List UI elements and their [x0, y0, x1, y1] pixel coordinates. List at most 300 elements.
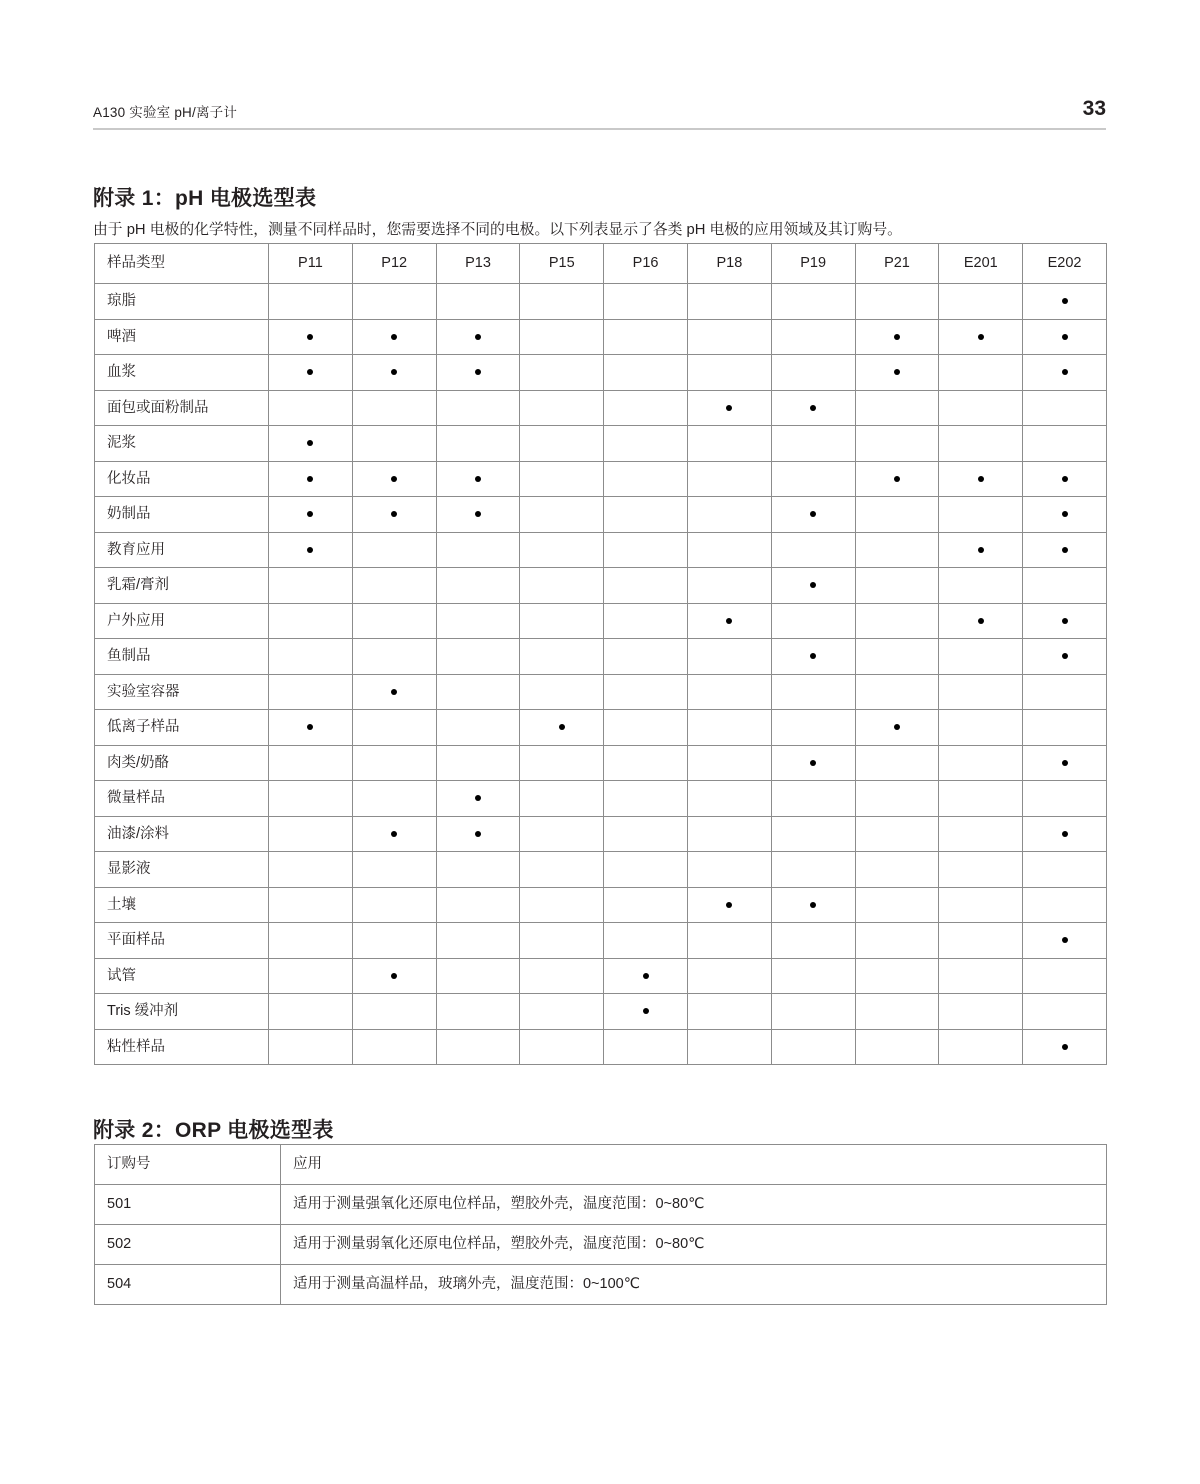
bullet-dot-icon — [1062, 511, 1068, 517]
ph-mark-cell-empty — [269, 852, 353, 888]
orp-order-number-cell: 502 — [95, 1225, 281, 1265]
bullet-dot-icon — [1062, 937, 1068, 943]
bullet-dot-icon — [1062, 653, 1068, 659]
bullet-dot-icon — [978, 618, 984, 624]
ph-mark-cell-empty — [352, 284, 436, 320]
ph-sample-type-cell: 低离子样品 — [95, 710, 269, 746]
orp-application-cell: 适用于测量强氧化还原电位样品，塑胶外壳，温度范围：0~80℃ — [281, 1185, 1107, 1225]
ph-table-row — [95, 390, 1107, 426]
bullet-dot-icon — [978, 547, 984, 553]
ph-mark-cell-filled — [436, 816, 520, 852]
bullet-dot-icon — [1062, 618, 1068, 624]
ph-mark-cell-empty — [687, 532, 771, 568]
ph-mark-cell-empty — [352, 532, 436, 568]
ph-table-head — [95, 244, 1107, 284]
ph-mark-cell-empty — [604, 568, 688, 604]
ph-mark-cell-empty — [436, 994, 520, 1030]
ph-col-header-p13: P13 — [436, 244, 520, 284]
ph-table-row — [95, 284, 1107, 320]
ph-mark-cell-empty — [939, 568, 1023, 604]
ph-mark-cell-empty — [855, 923, 939, 959]
ph-mark-cell-empty — [520, 852, 604, 888]
ph-sample-type-cell: 鱼制品 — [95, 639, 269, 675]
ph-mark-cell-filled — [269, 319, 353, 355]
ph-mark-cell-filled — [687, 390, 771, 426]
ph-mark-cell-empty — [939, 710, 1023, 746]
ph-table-row — [95, 745, 1107, 781]
ph-mark-cell-empty — [771, 284, 855, 320]
ph-mark-cell-empty — [269, 674, 353, 710]
ph-mark-cell-empty — [1023, 852, 1107, 888]
ph-col-header-p19: P19 — [771, 244, 855, 284]
ph-mark-cell-empty — [687, 958, 771, 994]
ph-mark-cell-empty — [855, 887, 939, 923]
ph-mark-cell-empty — [855, 639, 939, 675]
ph-mark-cell-empty — [1023, 674, 1107, 710]
ph-table-header-row — [95, 244, 1107, 284]
bullet-dot-icon — [1062, 298, 1068, 304]
ph-sample-type-cell: 试管 — [95, 958, 269, 994]
ph-mark-cell-empty — [436, 852, 520, 888]
ph-mark-cell-empty — [855, 745, 939, 781]
ph-table-row — [95, 426, 1107, 462]
bullet-dot-icon — [1062, 334, 1068, 340]
ph-mark-cell-filled — [771, 745, 855, 781]
bullet-dot-icon — [391, 973, 397, 979]
ph-mark-cell-empty — [939, 390, 1023, 426]
ph-mark-cell-empty — [855, 1029, 939, 1065]
ph-mark-cell-empty — [269, 816, 353, 852]
ph-mark-cell-empty — [1023, 958, 1107, 994]
ph-table-row — [95, 532, 1107, 568]
ph-mark-cell-empty — [604, 461, 688, 497]
ph-mark-cell-empty — [520, 816, 604, 852]
bullet-dot-icon — [1062, 1044, 1068, 1050]
ph-mark-cell-empty — [269, 923, 353, 959]
ph-mark-cell-empty — [436, 532, 520, 568]
ph-mark-cell-empty — [939, 781, 1023, 817]
ph-sample-type-cell: 啤酒 — [95, 319, 269, 355]
ph-mark-cell-empty — [939, 284, 1023, 320]
ph-mark-cell-empty — [939, 994, 1023, 1030]
ph-mark-cell-empty — [604, 887, 688, 923]
ph-mark-cell-empty — [604, 781, 688, 817]
ph-mark-cell-filled — [687, 603, 771, 639]
ph-mark-cell-empty — [604, 603, 688, 639]
ph-col-header-p18: P18 — [687, 244, 771, 284]
ph-sample-type-cell: 户外应用 — [95, 603, 269, 639]
ph-mark-cell-empty — [436, 639, 520, 675]
ph-table-row — [95, 674, 1107, 710]
ph-mark-cell-empty — [269, 603, 353, 639]
ph-mark-cell-empty — [771, 426, 855, 462]
ph-table-row — [95, 816, 1107, 852]
ph-mark-cell-empty — [604, 284, 688, 320]
bullet-dot-icon — [307, 334, 313, 340]
ph-table-row — [95, 355, 1107, 391]
orp-application-cell: 适用于测量弱氧化还原电位样品，塑胶外壳，温度范围：0~80℃ — [281, 1225, 1107, 1265]
ph-sample-type-cell: 微量样品 — [95, 781, 269, 817]
ph-mark-cell-empty — [436, 426, 520, 462]
ph-mark-cell-empty — [604, 355, 688, 391]
ph-mark-cell-filled — [1023, 745, 1107, 781]
ph-table-row — [95, 461, 1107, 497]
ph-mark-cell-filled — [1023, 497, 1107, 533]
ph-mark-cell-empty — [1023, 426, 1107, 462]
bullet-dot-icon — [810, 902, 816, 908]
ph-mark-cell-empty — [771, 710, 855, 746]
ph-mark-cell-empty — [269, 958, 353, 994]
document-title: A130 实验室 pH/离子计 — [93, 104, 238, 120]
ph-mark-cell-filled — [939, 461, 1023, 497]
ph-mark-cell-empty — [687, 426, 771, 462]
bullet-dot-icon — [475, 369, 481, 375]
ph-mark-cell-empty — [436, 603, 520, 639]
ph-mark-cell-filled — [687, 887, 771, 923]
bullet-dot-icon — [475, 476, 481, 482]
ph-table-row — [95, 852, 1107, 888]
ph-mark-cell-empty — [855, 958, 939, 994]
ph-mark-cell-empty — [269, 781, 353, 817]
ph-sample-type-cell: 琼脂 — [95, 284, 269, 320]
ph-mark-cell-empty — [520, 887, 604, 923]
ph-mark-cell-filled — [436, 461, 520, 497]
header-divider — [93, 128, 1106, 130]
ph-mark-cell-empty — [855, 816, 939, 852]
ph-mark-cell-empty — [1023, 887, 1107, 923]
ph-mark-cell-empty — [436, 958, 520, 994]
ph-mark-cell-filled — [269, 355, 353, 391]
ph-mark-cell-empty — [1023, 568, 1107, 604]
ph-mark-cell-empty — [436, 887, 520, 923]
orp-col-header-application: 应用 — [281, 1145, 1107, 1185]
bullet-dot-icon — [894, 476, 900, 482]
ph-mark-cell-empty — [436, 568, 520, 604]
appendix1-heading: 附录 1：pH 电极选型表 — [93, 187, 317, 211]
ph-col-header-p21: P21 — [855, 244, 939, 284]
ph-mark-cell-filled — [855, 710, 939, 746]
ph-table-row — [95, 958, 1107, 994]
ph-mark-cell-empty — [687, 816, 771, 852]
bullet-dot-icon — [307, 511, 313, 517]
bullet-dot-icon — [1062, 760, 1068, 766]
ph-mark-cell-empty — [520, 674, 604, 710]
ph-mark-cell-filled — [1023, 461, 1107, 497]
ph-mark-cell-empty — [855, 852, 939, 888]
ph-mark-cell-empty — [687, 923, 771, 959]
ph-mark-cell-filled — [269, 532, 353, 568]
ph-mark-cell-empty — [771, 994, 855, 1030]
ph-table-row — [95, 923, 1107, 959]
ph-mark-cell-empty — [352, 568, 436, 604]
ph-mark-cell-filled — [352, 355, 436, 391]
ph-mark-cell-empty — [855, 568, 939, 604]
ph-mark-cell-empty — [687, 355, 771, 391]
ph-mark-cell-filled — [771, 568, 855, 604]
ph-mark-cell-empty — [939, 887, 1023, 923]
ph-sample-type-cell: 乳霜/膏剂 — [95, 568, 269, 604]
ph-table-row — [95, 781, 1107, 817]
ph-mark-cell-empty — [939, 745, 1023, 781]
ph-mark-cell-filled — [436, 319, 520, 355]
ph-mark-cell-empty — [352, 603, 436, 639]
orp-order-number-cell: 504 — [95, 1265, 281, 1305]
ph-mark-cell-empty — [604, 1029, 688, 1065]
ph-mark-cell-empty — [520, 745, 604, 781]
ph-mark-cell-empty — [520, 781, 604, 817]
ph-mark-cell-empty — [352, 781, 436, 817]
bullet-dot-icon — [475, 511, 481, 517]
bullet-dot-icon — [1062, 369, 1068, 375]
ph-mark-cell-empty — [604, 390, 688, 426]
ph-mark-cell-empty — [939, 355, 1023, 391]
ph-table-row — [95, 710, 1107, 746]
ph-mark-cell-empty — [687, 781, 771, 817]
ph-mark-cell-empty — [855, 497, 939, 533]
orp-table-body — [95, 1185, 1107, 1305]
ph-mark-cell-empty — [687, 497, 771, 533]
ph-mark-cell-filled — [771, 887, 855, 923]
ph-sample-type-cell: 粘性样品 — [95, 1029, 269, 1065]
ph-mark-cell-empty — [604, 852, 688, 888]
ph-table-row — [95, 887, 1107, 923]
ph-mark-cell-empty — [604, 816, 688, 852]
ph-mark-cell-empty — [436, 745, 520, 781]
orp-table-row — [95, 1265, 1107, 1305]
ph-sample-type-cell: 土壤 — [95, 887, 269, 923]
ph-mark-cell-empty — [687, 674, 771, 710]
ph-mark-cell-filled — [436, 781, 520, 817]
ph-mark-cell-empty — [687, 639, 771, 675]
ph-mark-cell-filled — [520, 710, 604, 746]
orp-application-cell: 适用于测量高温样品，玻璃外壳，温度范围：0~100℃ — [281, 1265, 1107, 1305]
ph-col-header-e201: E201 — [939, 244, 1023, 284]
ph-electrode-selection-table — [94, 243, 1107, 1065]
ph-mark-cell-empty — [771, 603, 855, 639]
ph-mark-cell-empty — [269, 994, 353, 1030]
ph-mark-cell-filled — [939, 532, 1023, 568]
ph-col-header-p12: P12 — [352, 244, 436, 284]
ph-sample-type-cell: 实验室容器 — [95, 674, 269, 710]
orp-table-row — [95, 1225, 1107, 1265]
ph-mark-cell-empty — [687, 1029, 771, 1065]
ph-mark-cell-empty — [520, 461, 604, 497]
ph-mark-cell-filled — [269, 426, 353, 462]
orp-electrode-selection-table — [94, 1144, 1107, 1305]
ph-mark-cell-filled — [1023, 284, 1107, 320]
ph-mark-cell-empty — [1023, 994, 1107, 1030]
ph-mark-cell-filled — [604, 994, 688, 1030]
ph-mark-cell-filled — [269, 497, 353, 533]
bullet-dot-icon — [475, 795, 481, 801]
bullet-dot-icon — [894, 334, 900, 340]
ph-mark-cell-empty — [855, 994, 939, 1030]
ph-table-row — [95, 603, 1107, 639]
ph-mark-cell-empty — [269, 568, 353, 604]
ph-mark-cell-empty — [1023, 781, 1107, 817]
ph-mark-cell-empty — [771, 461, 855, 497]
ph-mark-cell-filled — [352, 319, 436, 355]
ph-mark-cell-empty — [771, 1029, 855, 1065]
ph-mark-cell-empty — [604, 426, 688, 462]
ph-mark-cell-empty — [771, 852, 855, 888]
ph-mark-cell-empty — [352, 923, 436, 959]
ph-mark-cell-empty — [855, 390, 939, 426]
bullet-dot-icon — [307, 724, 313, 730]
ph-mark-cell-empty — [436, 674, 520, 710]
orp-table-header-row — [95, 1145, 1107, 1185]
ph-mark-cell-empty — [436, 1029, 520, 1065]
ph-mark-cell-empty — [687, 319, 771, 355]
bullet-dot-icon — [894, 369, 900, 375]
ph-mark-cell-empty — [604, 497, 688, 533]
ph-mark-cell-filled — [855, 319, 939, 355]
ph-mark-cell-filled — [269, 710, 353, 746]
ph-sample-type-cell: 奶制品 — [95, 497, 269, 533]
bullet-dot-icon — [1062, 476, 1068, 482]
ph-mark-cell-filled — [352, 816, 436, 852]
ph-mark-cell-empty — [939, 852, 1023, 888]
ph-mark-cell-empty — [771, 355, 855, 391]
ph-mark-cell-filled — [1023, 319, 1107, 355]
ph-mark-cell-empty — [855, 781, 939, 817]
ph-mark-cell-filled — [855, 355, 939, 391]
ph-mark-cell-empty — [687, 284, 771, 320]
page-header — [93, 98, 1106, 119]
orp-order-number-cell: 501 — [95, 1185, 281, 1225]
ph-table-body — [95, 284, 1107, 1065]
orp-table-row — [95, 1185, 1107, 1225]
ph-mark-cell-empty — [520, 994, 604, 1030]
ph-mark-cell-empty — [604, 532, 688, 568]
ph-mark-cell-empty — [855, 532, 939, 568]
ph-sample-type-cell: 泥浆 — [95, 426, 269, 462]
ph-table-row — [95, 1029, 1107, 1065]
ph-mark-cell-filled — [352, 461, 436, 497]
ph-mark-cell-empty — [771, 319, 855, 355]
bullet-dot-icon — [726, 618, 732, 624]
bullet-dot-icon — [307, 547, 313, 553]
ph-mark-cell-empty — [352, 852, 436, 888]
ph-mark-cell-empty — [771, 958, 855, 994]
ph-sample-type-cell: 血浆 — [95, 355, 269, 391]
bullet-dot-icon — [307, 476, 313, 482]
ph-mark-cell-empty — [939, 674, 1023, 710]
bullet-dot-icon — [810, 760, 816, 766]
ph-mark-cell-empty — [436, 284, 520, 320]
ph-mark-cell-filled — [352, 958, 436, 994]
ph-sample-type-cell: 油漆/涂料 — [95, 816, 269, 852]
ph-mark-cell-empty — [352, 994, 436, 1030]
ph-mark-cell-empty — [939, 958, 1023, 994]
ph-mark-cell-empty — [520, 958, 604, 994]
ph-mark-cell-empty — [604, 923, 688, 959]
ph-mark-cell-empty — [687, 710, 771, 746]
ph-mark-cell-empty — [1023, 390, 1107, 426]
bullet-dot-icon — [475, 831, 481, 837]
ph-col-header-e202: E202 — [1023, 244, 1107, 284]
ph-mark-cell-filled — [436, 497, 520, 533]
ph-mark-cell-empty — [687, 461, 771, 497]
ph-mark-cell-empty — [687, 994, 771, 1030]
ph-mark-cell-empty — [855, 674, 939, 710]
ph-mark-cell-empty — [269, 887, 353, 923]
bullet-dot-icon — [978, 334, 984, 340]
ph-mark-cell-empty — [939, 639, 1023, 675]
ph-mark-cell-empty — [436, 390, 520, 426]
ph-mark-cell-empty — [604, 674, 688, 710]
ph-mark-cell-empty — [604, 639, 688, 675]
ph-sample-type-cell: 显影液 — [95, 852, 269, 888]
ph-mark-cell-empty — [855, 284, 939, 320]
bullet-dot-icon — [726, 902, 732, 908]
ph-col-header-p11: P11 — [269, 244, 353, 284]
ph-mark-cell-filled — [939, 603, 1023, 639]
bullet-dot-icon — [391, 476, 397, 482]
ph-mark-cell-empty — [520, 639, 604, 675]
ph-mark-cell-empty — [352, 887, 436, 923]
ph-sample-type-cell: 平面样品 — [95, 923, 269, 959]
ph-mark-cell-filled — [771, 390, 855, 426]
ph-mark-cell-filled — [939, 319, 1023, 355]
page-number: 33 — [1082, 97, 1106, 120]
ph-mark-cell-empty — [520, 568, 604, 604]
bullet-dot-icon — [810, 405, 816, 411]
bullet-dot-icon — [391, 334, 397, 340]
bullet-dot-icon — [1062, 547, 1068, 553]
ph-mark-cell-empty — [939, 923, 1023, 959]
ph-mark-cell-filled — [771, 497, 855, 533]
ph-mark-cell-empty — [771, 674, 855, 710]
ph-mark-cell-empty — [939, 497, 1023, 533]
ph-mark-cell-empty — [352, 639, 436, 675]
bullet-dot-icon — [475, 334, 481, 340]
ph-table-row — [95, 319, 1107, 355]
ph-mark-cell-empty — [939, 1029, 1023, 1065]
bullet-dot-icon — [391, 369, 397, 375]
ph-mark-cell-filled — [1023, 355, 1107, 391]
ph-table-row — [95, 497, 1107, 533]
ph-sample-type-cell: 面包或面粉制品 — [95, 390, 269, 426]
appendix1-intro-text: 由于 pH 电极的化学特性，测量不同样品时，您需要选择不同的电极。以下列表显示了各类 pH 电极的应用领域及其订购号。 — [93, 221, 902, 238]
ph-mark-cell-empty — [520, 355, 604, 391]
ph-mark-cell-empty — [269, 639, 353, 675]
bullet-dot-icon — [559, 724, 565, 730]
ph-mark-cell-empty — [520, 319, 604, 355]
ph-mark-cell-empty — [604, 710, 688, 746]
appendix2-heading: 附录 2：ORP 电极选型表 — [93, 1119, 334, 1143]
ph-mark-cell-filled — [352, 497, 436, 533]
ph-col-header-p15: P15 — [520, 244, 604, 284]
ph-mark-cell-empty — [352, 426, 436, 462]
ph-mark-cell-filled — [1023, 639, 1107, 675]
bullet-dot-icon — [391, 689, 397, 695]
bullet-dot-icon — [643, 973, 649, 979]
ph-sample-type-cell: 化妆品 — [95, 461, 269, 497]
ph-mark-cell-filled — [771, 639, 855, 675]
ph-mark-cell-empty — [939, 426, 1023, 462]
ph-sample-type-cell: 教育应用 — [95, 532, 269, 568]
ph-mark-cell-empty — [436, 923, 520, 959]
bullet-dot-icon — [391, 511, 397, 517]
ph-mark-cell-filled — [1023, 532, 1107, 568]
ph-table-row — [95, 994, 1107, 1030]
ph-mark-cell-empty — [1023, 710, 1107, 746]
ph-mark-cell-empty — [352, 1029, 436, 1065]
ph-table-row — [95, 639, 1107, 675]
ph-mark-cell-filled — [269, 461, 353, 497]
ph-mark-cell-empty — [520, 426, 604, 462]
